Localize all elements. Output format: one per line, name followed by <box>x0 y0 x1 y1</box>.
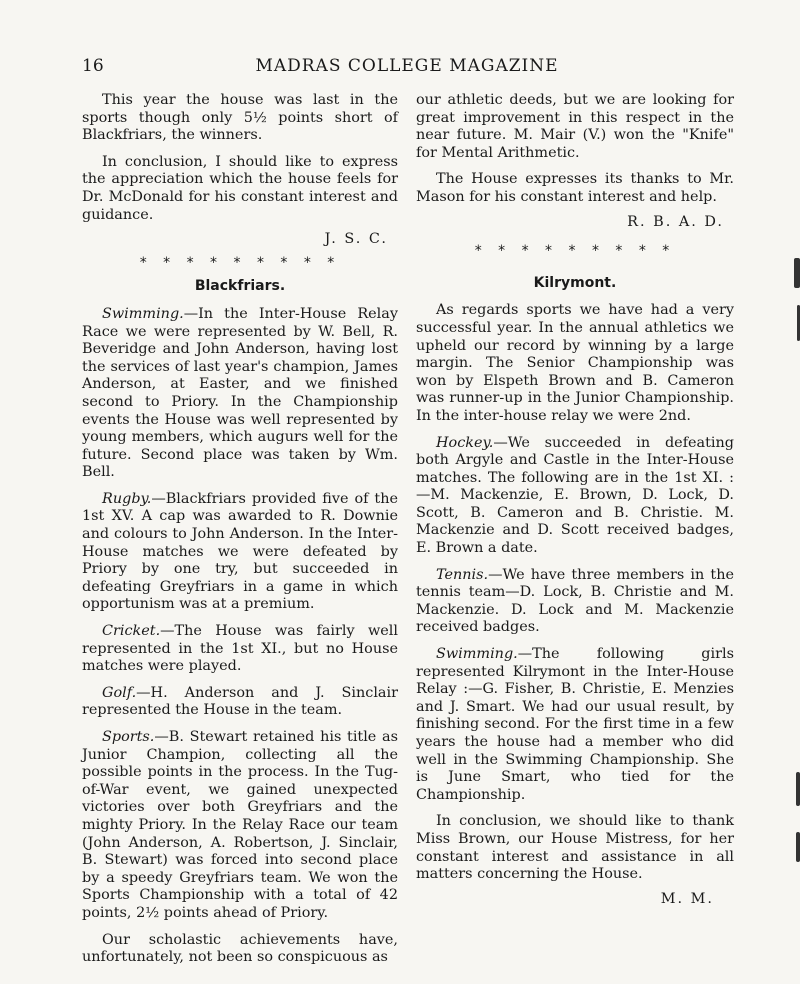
lead-word: Hockey. <box>436 434 494 451</box>
left-column <box>82 92 398 976</box>
right-column <box>416 92 734 914</box>
section-divider: * * * * * * * * * <box>474 243 676 260</box>
signature: R. B. A. D. <box>627 213 724 230</box>
page-number: 16 <box>82 56 104 76</box>
lead-word: Cricket. <box>102 623 161 640</box>
lead-word: Rugby. <box>102 490 152 507</box>
paragraph-text: —In the Inter-House Relay Race we were represented by W. Bell, R. Beveridge and John Anderson, having lost the services of last year's champion, James Anderson, at Easter, and we finished second to Priory. In the Championship events the House was well represented by young members, which augurs well for the future. Second place was taken by Wm. Bell. <box>82 305 398 481</box>
paragraph-text: —H. Anderson and J. Sinclair represented the House in the team. <box>82 684 398 719</box>
lead-word: Sports. <box>102 729 155 745</box>
paragraph-golf <box>82 685 398 720</box>
paragraph: our athletic deeds, but we are looking for great improvement in this respect in the near future. M. Mair (V.) won the "Knife" for Mental Arithmetic. <box>416 92 734 161</box>
paragraph-hockey <box>416 435 734 558</box>
section-title-blackfriars: Blackfriars. <box>194 278 286 295</box>
paragraph: Our scholastic achievements have, unfortunately, not been so conspicuous as <box>82 931 398 966</box>
paragraph: In conclusion, we should like to thank Miss Brown, our House Mistress, for her constant interest and assistance in all matters concerning the House. <box>416 813 734 883</box>
paragraph: This year the house was last in the sports though only 5½ points short of Blackfriars, the winners. <box>82 92 398 144</box>
paragraph-cricket <box>82 623 398 676</box>
lead-word: Swimming. <box>436 646 518 663</box>
section-title-kilrymont: Kilrymont. <box>533 274 617 291</box>
paragraph: As regards sports we have had a very successful year. In the annual athletics we upheld our record by winning by a large margin. The Senior Championship was won by Elspeth Brown and B. Cameron was runner-up in the Junior Championship. In the inter-house relay we were 2nd. <box>416 302 734 424</box>
lead-word: Tennis. <box>436 566 489 583</box>
page-header <box>82 56 732 80</box>
section-divider: * * * * * * * * * <box>139 254 341 271</box>
lead-word: Swimming. <box>102 305 184 322</box>
paragraph-sports <box>82 729 398 923</box>
scan-edge-mark <box>794 258 800 288</box>
paragraph-swimming <box>416 646 734 804</box>
paragraph-text: —The following girls represented Kilrymont in the Inter-House Relay :—G. Fisher, B. Christie, E. Menzies and J. Smart. We had our usual result, by finishing second. For the first time in a few years the house had a member who did well in the Swimming Championship. She is June Smart, who tied for the Championship. <box>416 646 734 803</box>
scan-edge-mark <box>796 772 800 806</box>
paragraph-text: —The House was fairly well represented in the 1st XI., but no House matches were played. <box>82 623 398 675</box>
running-title: MADRAS COLLEGE MAGAZINE <box>255 56 559 76</box>
paragraph: In conclusion, I should like to express the appreciation which the house feels for Dr. McDonald for his constant interest and guidance. <box>82 153 398 223</box>
paragraph-text: —B. Stewart retained his title as Junior Champion, collecting all the possible points in the process. In the Tug-of-War event, we gained unexpected victories over both Greyfriars and the mighty Priory. In the Relay Race our team (John Anderson, A. Robertson, J. Sinclair, B. Stewart) was forced into second place by a speedy Greyfriars team. We won the Sports Championship with a total of 42 points, 2½ points ahead of Priory. <box>82 729 398 921</box>
paragraph: The House expresses its thanks to Mr. Mason for his constant interest and help. <box>416 171 734 205</box>
paragraph-text: —Blackfriars provided five of the 1st XV. A cap was awarded to R. Downie and colours to John Anderson. In the Inter-House matches we were defeated by Priory by one try, but succeeded in defeating Greyfriars in a game in which opportunism was at a premium. <box>82 490 398 613</box>
signature: J. S. C. <box>324 231 388 248</box>
scan-edge-mark <box>796 832 800 862</box>
paragraph-text: —We have three members in the tennis team—D. Lock, B. Christie and M. Mackenzie. D. Lock and M. Mackenzie received badges. <box>416 566 734 636</box>
signature: M. M. <box>660 890 714 907</box>
paragraph-text: —We succeeded in defeating both Argyle and Castle in the Inter-House matches. The following are in the 1st XI. :—M. Mackenzie, E. Brown, D. Lock, D. Scott, B. Cameron and B. Christie. M. Mackenzie and D. Scott received badges, E. Brown a date. <box>416 434 734 557</box>
paragraph-swimming <box>82 306 398 482</box>
paragraph-tennis <box>416 567 734 637</box>
paragraph-rugby <box>82 491 398 614</box>
lead-word: Golf. <box>102 684 137 701</box>
